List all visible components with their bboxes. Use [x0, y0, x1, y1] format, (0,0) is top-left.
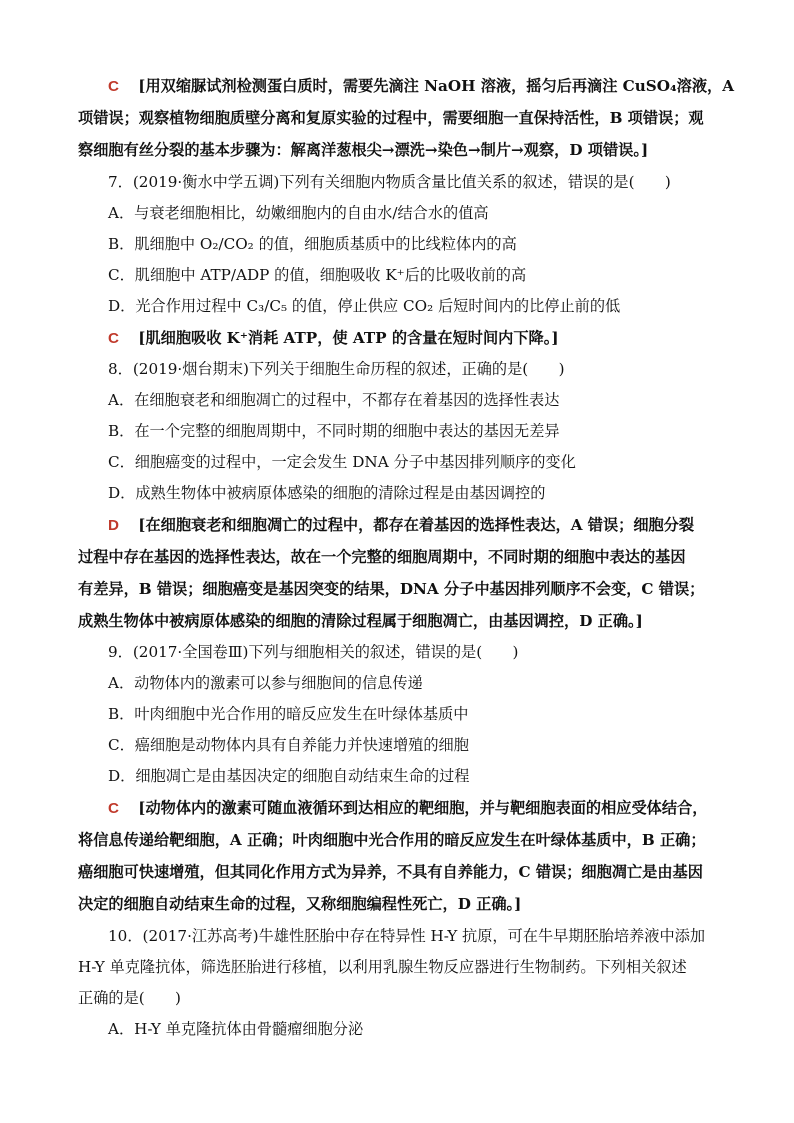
answer-line	[108, 798, 707, 819]
answer-line	[108, 515, 694, 536]
answer-line: 察细胞有丝分裂的基本步骤为：解离洋葱根尖→漂洗→染色→制片→观察，D 项错误。]	[78, 141, 649, 159]
answer-text: [肌细胞吸收 K⁺消耗 ATP，使 ATP 的含量在短时间内下降。]	[138, 329, 559, 347]
option-b: B．在一个完整的细胞周期中，不同时期的细胞中表达的基因无差异	[108, 422, 560, 440]
answer-line: 项错误；观察植物细胞质壁分离和复原实验的过程中，需要细胞一直保持活性，B 项错误；观	[78, 109, 704, 127]
answer-letter: C	[108, 78, 119, 95]
answer-line: 癌细胞可快速增殖，但其同化作用方式为异养，不具有自养能力，C 错误；细胞凋亡是由基因	[78, 863, 703, 881]
answer-letter: C	[108, 330, 119, 347]
option-c: C．细胞癌变的过程中，一定会发生 DNA 分子中基因排列顺序的变化	[108, 453, 576, 471]
answer-text: [用双缩脲试剂检测蛋白质时，需要先滴注 NaOH 溶液，摇匀后再滴注 CuSO₄溶液，A	[138, 77, 735, 95]
option-d: D．细胞凋亡是由基因决定的细胞自动结束生命的过程	[108, 767, 470, 785]
answer-line	[108, 328, 559, 349]
answer-line: 过程中存在基因的选择性表达，故在一个完整的细胞周期中，不同时期的细胞中表达的基因	[78, 548, 686, 566]
question-stem: 9．(2017·全国卷Ⅲ)下列与细胞相关的叙述，错误的是( )	[108, 643, 519, 661]
option-d: D．成熟生物体中被病原体感染的细胞的清除过程是由基因调控的	[108, 484, 546, 502]
question-stem: 7．(2019·衡水中学五调)下列有关细胞内物质含量比值关系的叙述，错误的是( )	[108, 173, 671, 191]
option-a: A．动物体内的激素可以参与细胞间的信息传递	[108, 674, 423, 692]
answer-text: [在细胞衰老和细胞凋亡的过程中，都存在着基因的选择性表达，A 错误；细胞分裂	[138, 516, 695, 534]
option-c: C．癌细胞是动物体内具有自养能力并快速增殖的细胞	[108, 736, 469, 754]
answer-letter: C	[108, 800, 119, 817]
answer-line: 决定的细胞自动结束生命的过程，又称细胞编程性死亡，D 正确。]	[78, 895, 522, 913]
question-stem: H-Y 单克隆抗体，筛选胚胎进行移植，以利用乳腺生物反应器进行生物制药。下列相关叙述	[78, 958, 687, 976]
question-stem: 正确的是( )	[78, 989, 181, 1007]
question-stem: 8．(2019·烟台期末)下列关于细胞生命历程的叙述，正确的是( )	[108, 360, 565, 378]
answer-line: 成熟生物体中被病原体感染的细胞的清除过程属于细胞凋亡，由基因调控，D 正确。]	[78, 612, 643, 630]
question-stem: 10．(2017·江苏高考)牛雄性胚胎中存在特异性 H-Y 抗原，可在牛早期胚胎培养液中添加	[108, 927, 706, 945]
option-b: B．肌细胞中 O₂/CO₂ 的值，细胞质基质中的比线粒体内的高	[108, 235, 517, 253]
option-a: A．H-Y 单克隆抗体由骨髓瘤细胞分泌	[108, 1020, 364, 1038]
answer-line: 将信息传递给靶细胞，A 正确；叶肉细胞中光合作用的暗反应发生在叶绿体基质中，B 正确；	[78, 831, 706, 849]
answer-line: 有差异，B 错误；细胞癌变是基因突变的结果，DNA 分子中基因排列顺序不会变，C 错误；	[78, 580, 705, 598]
option-c: C．肌细胞中 ATP/ADP 的值，细胞吸收 K⁺后的比吸收前的高	[108, 266, 527, 284]
option-d: D．光合作用过程中 C₃/C₅ 的值，停止供应 CO₂ 后短时间内的比停止前的低	[108, 297, 621, 315]
answer-text: [动物体内的激素可随血液循环到达相应的靶细胞，并与靶细胞表面的相应受体结合，	[138, 799, 708, 817]
option-b: B．叶肉细胞中光合作用的暗反应发生在叶绿体基质中	[108, 705, 469, 723]
option-a: A．在细胞衰老和细胞凋亡的过程中，不都存在着基因的选择性表达	[108, 391, 560, 409]
answer-letter: D	[108, 517, 119, 534]
answer-line	[108, 76, 734, 97]
option-a: A．与衰老细胞相比，幼嫩细胞内的自由水/结合水的值高	[108, 204, 489, 222]
